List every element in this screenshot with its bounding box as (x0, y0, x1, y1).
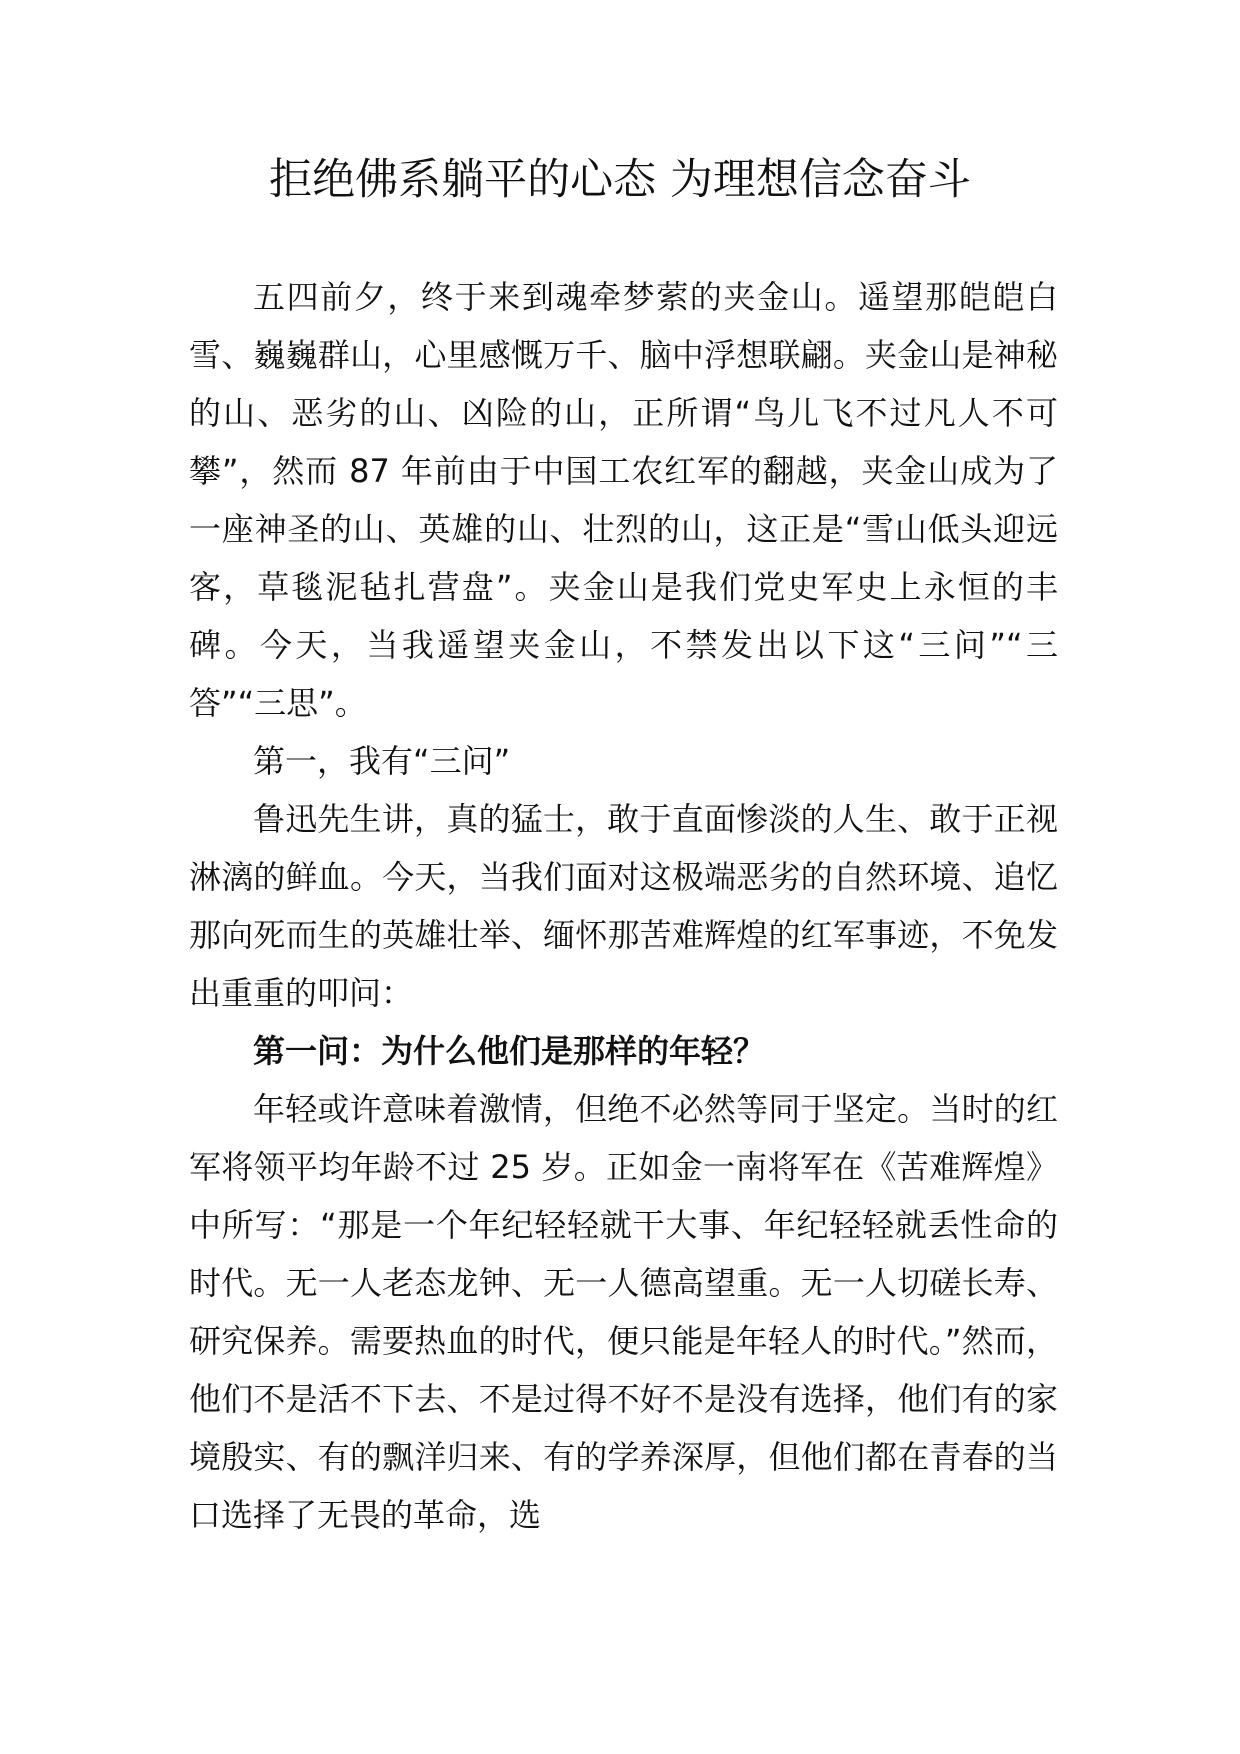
paragraph-youth: 年轻或许意味着激情，但绝不必然等同于坚定。当时的红军将领平均年龄不过 25 岁。正如金一南将军在《苦难辉煌》中所写：“那是一个年纪轻轻就干大事、年纪轻轻就丢性命的时代。无一人老态龙钟、无一人德高望重。无一人切磋长寿、研究保养。需要热血的时代，便只能是年轻人的时代。”然而，他们不是活不下去、不是过得不好不是没有选择，他们有的家境殷实、有的飘洋归来、有的学养深厚，但他们都在青春的当口选择了无畏的革命，选 (189, 1090, 1058, 1534)
paragraph-intro: 五四前夕，终于来到魂牵梦萦的夹金山。遥望那皑皑白雪、巍巍群山，心里感慨万千、脑中浮想联翩。夹金山是神秘的山、恶劣的山、凶险的山，正所谓“鸟儿飞不过凡人不可攀”，然而 87 年前由于中国工农红军的翻越，夹金山成为了一座神圣的山、英雄的山、壮烈的山，这正是“雪山低头迎远客，草毯泥毡扎营盘”。夹金山是我们党史军史上永恒的丰碑。今天，当我遥望夹金山，不禁发出以下这“三问”“三答”“三思”。 (189, 278, 1058, 722)
document-title: 拒绝佛系躺平的心态 为理想信念奋斗 (269, 155, 971, 205)
paragraph-lu-xun: 鲁迅先生讲，真的猛士，敢于直面惨淡的人生、敢于正视淋漓的鲜血。今天，当我们面对这极端恶劣的自然环境、追忆那向死而生的英雄壮举、缅怀那苦难辉煌的红军事迹，不免发出重重的叩问： (189, 800, 1058, 1012)
document-body (189, 268, 1058, 1544)
section-heading-three-questions: 第一，我有“三问” (253, 742, 511, 780)
question-heading-1: 第一问：为什么他们是那样的年轻？ (253, 1032, 766, 1070)
